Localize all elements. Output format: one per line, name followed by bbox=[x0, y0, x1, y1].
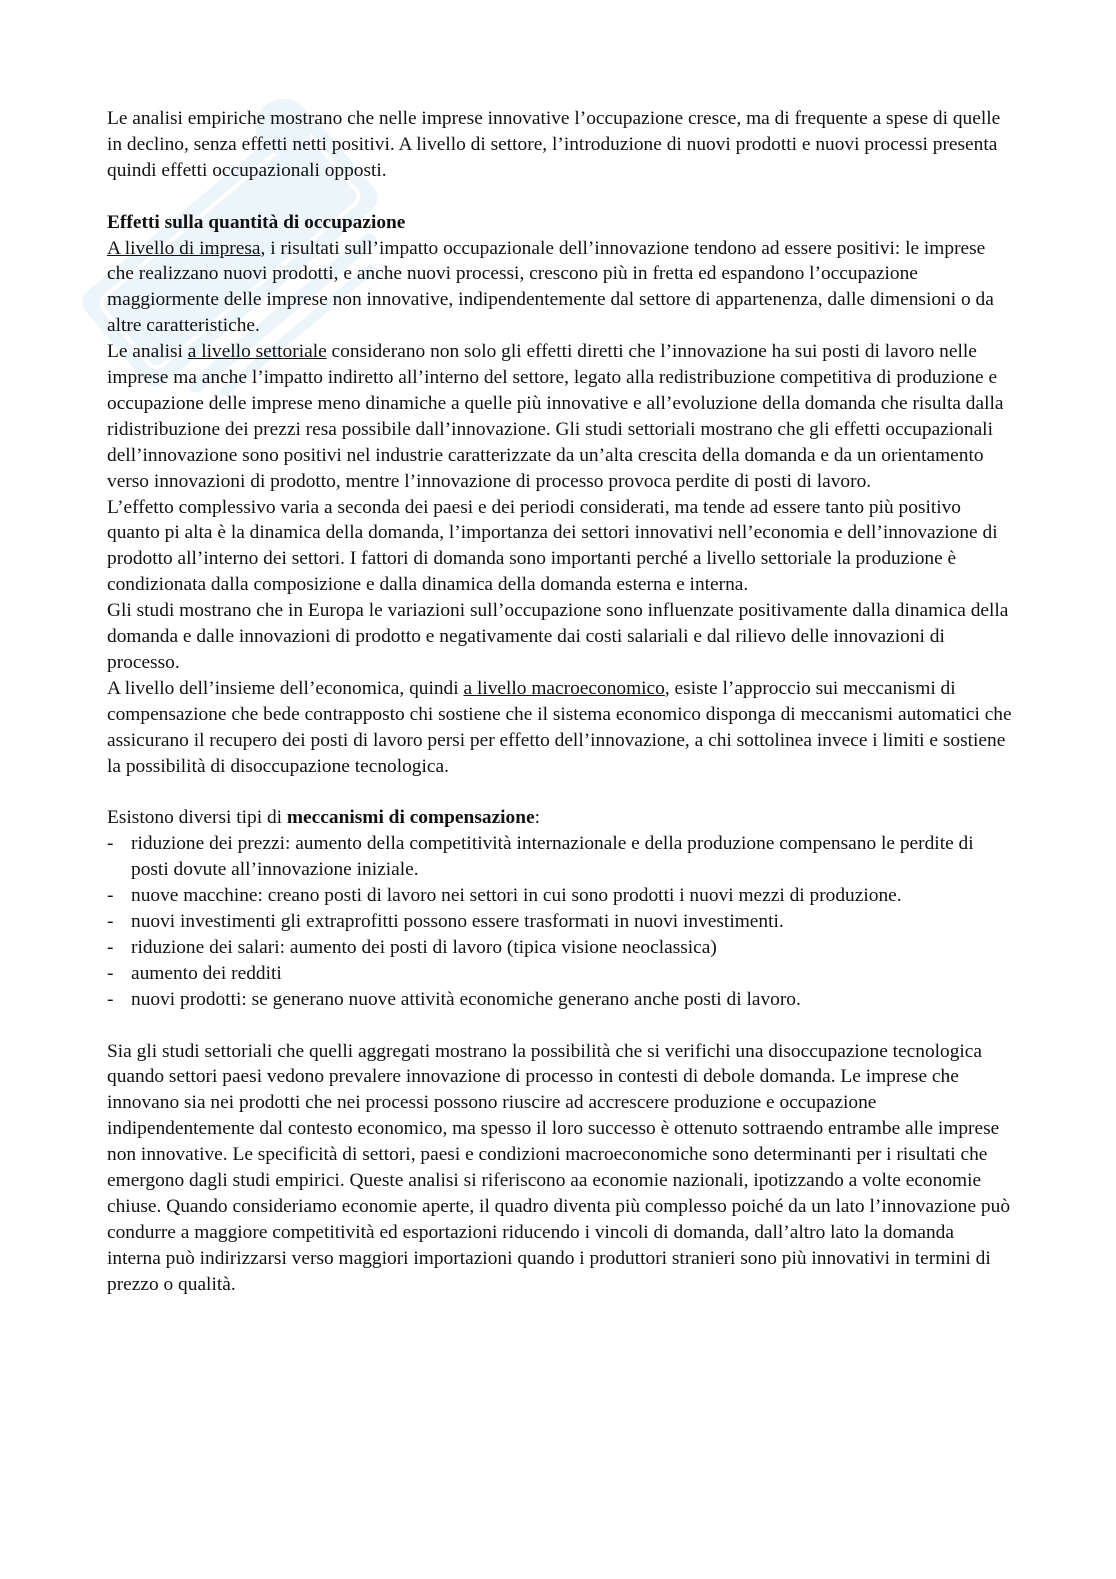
paragraph-text: Le analisi bbox=[107, 341, 188, 363]
spacer bbox=[107, 184, 1012, 210]
section-heading: Effetti sulla quantità di occupazione bbox=[107, 211, 406, 233]
paragraph-text: : bbox=[534, 807, 541, 829]
paragraph-text: , esiste l’approccio sui meccanismi di compensazione che bede contrapposto chi sostiene che il sistema economico disponga di meccanismi automatici che assicurano il recupero dei posti di lavoro persi per effetto dell’innovazione, a chi sottolinea invece i limiti e sostiene la possibilità di disoccupazione tecnologica. bbox=[107, 677, 1012, 777]
paragraph-impresa bbox=[107, 236, 1012, 340]
intro-paragraph: Le analisi empiriche mostrano che nelle imprese innovative l’occupazione cresce, ma di frequente a spese di quelle in declino, senza effetti netti positivi. A livello di settore, l’introduzione di nuovi prodotti e nuovi processi presenta quindi effetti occupazionali opposti. bbox=[107, 108, 1001, 181]
list-item: - nuove macchine: creano posti di lavoro nei settori in cui sono prodotti i nuovi mezzi di produzione. bbox=[107, 883, 1012, 909]
paragraph-effetto-complessivo: L’effetto complessivo varia a seconda dei paesi e dei periodi considerati, ma tende ad essere tanto più positivo quanto pi alta è la dinamica della domanda, l’importanza dei settori innovativi nell’economia e dell’innovazione di prodotto all’interno dei settori. I fattori di domanda sono importanti perché a livello settoriale la produzione è condizionata dalla composizione e dalla dinamica della domanda esterna e interna. bbox=[107, 496, 998, 596]
conclusion-paragraph: Sia gli studi settoriali che quelli aggregati mostrano la possibilità che si verifichi una disoccupazione tecnologica quando settori paesi vedono prevalere innovazione di processo in contesti di debole domanda. Le imprese che innovano sia nei prodotti che nei processi possono riuscire ad accrescere produzione e occupazione indipendentemente dal contesto economico, ma spesso il loro successo è ottenuto sottraendo entrambe alle imprese non innovative. Le specificità di settori, paesi e condizioni macroeconomiche sono determinanti per i risultati che emergono dagli studi empirici. Queste analisi si riferiscono aa economie nazionali, ipotizzando a volte economie chiuse. Quando consideriamo economie aperte, il quadro diventa più complesso poiché da un lato l’innovazione può condurre a maggiore competitività ed esportazioni riducendo i vincoli di domanda, dall’altro lato la domanda interna può indirizzarsi verso maggiori importazioni quando i produttori stranieri sono più innovativi in termini di prezzo o qualità. bbox=[107, 1040, 1011, 1295]
paragraph-europa: Gli studi mostrano che in Europa le variazioni sull’occupazione sono influenzate positivamente dalla dinamica della domanda e dalle innovazioni di prodotto e negativamente dai costi salariali e dal rilievo delle innovazioni di processo. bbox=[107, 600, 1009, 674]
compensation-list bbox=[107, 831, 1012, 1012]
document-body bbox=[107, 106, 1012, 1298]
paragraph-settoriale bbox=[107, 339, 1012, 494]
spacer bbox=[107, 780, 1012, 806]
paragraph-text: considerano non solo gli effetti diretti che l’innovazione ha sui posti di lavoro nelle imprese ma anche l’impatto indiretto all’interno del settore, legato alla redistribuzione competitiva di produzione e occupazione delle imprese meno dinamiche a quelle più innovative e all’evoluzione della domanda che risulta dalla ridistribuzione dei prezzi resa possibile dall’innovazione. Gli studi settoriali mostrano che gli effetti occupazionali dell’innovazione sono positivi nel industrie caratterizzate da un’alta crescita della domanda e da un orientamento verso innovazioni di prodotto, mentre l’innovazione di processo provoca perdite di posti di lavoro. bbox=[107, 341, 1004, 492]
list-item: - nuovi prodotti: se generano nuove attività economiche generano anche posti di lavoro. bbox=[107, 987, 1012, 1013]
underlined-term: A livello di impresa bbox=[107, 237, 261, 259]
list-item: - riduzione dei prezzi: aumento della competitività internazionale e della produzione compensano le perdite di posti dovute all’innovazione iniziale. bbox=[107, 831, 1012, 883]
list-item: - nuovi investimenti gli extraprofitti possono essere trasformati in nuovi investimenti. bbox=[107, 909, 1012, 935]
paragraph-text: A livello dell’insieme dell’economica, quindi bbox=[107, 677, 464, 699]
list-item: - aumento dei redditi bbox=[107, 961, 1012, 987]
paragraph-macroeconomico bbox=[107, 676, 1012, 780]
paragraph-text: Esistono diversi tipi di bbox=[107, 807, 287, 829]
compensation-intro bbox=[107, 805, 1012, 831]
underlined-term: a livello macroeconomico bbox=[463, 677, 665, 699]
list-item: - riduzione dei salari: aumento dei posti di lavoro (tipica visione neoclassica) bbox=[107, 935, 1012, 961]
bold-term: meccanismi di compensazione bbox=[286, 807, 535, 829]
paragraph-text: , i risultati sull’impatto occupazionale dell’innovazione tendono ad essere positivi: le imprese che realizzano nuovi prodotti, e anche nuovi processi, crescono più in fretta ed espandono l’occupazione maggiormente delle imprese non innovative, indipendentemente dal settore di appartenenza, dalle dimensioni o da altre caratteristiche. bbox=[107, 237, 994, 337]
underlined-term: a livello settoriale bbox=[187, 341, 327, 363]
spacer bbox=[107, 1013, 1012, 1039]
